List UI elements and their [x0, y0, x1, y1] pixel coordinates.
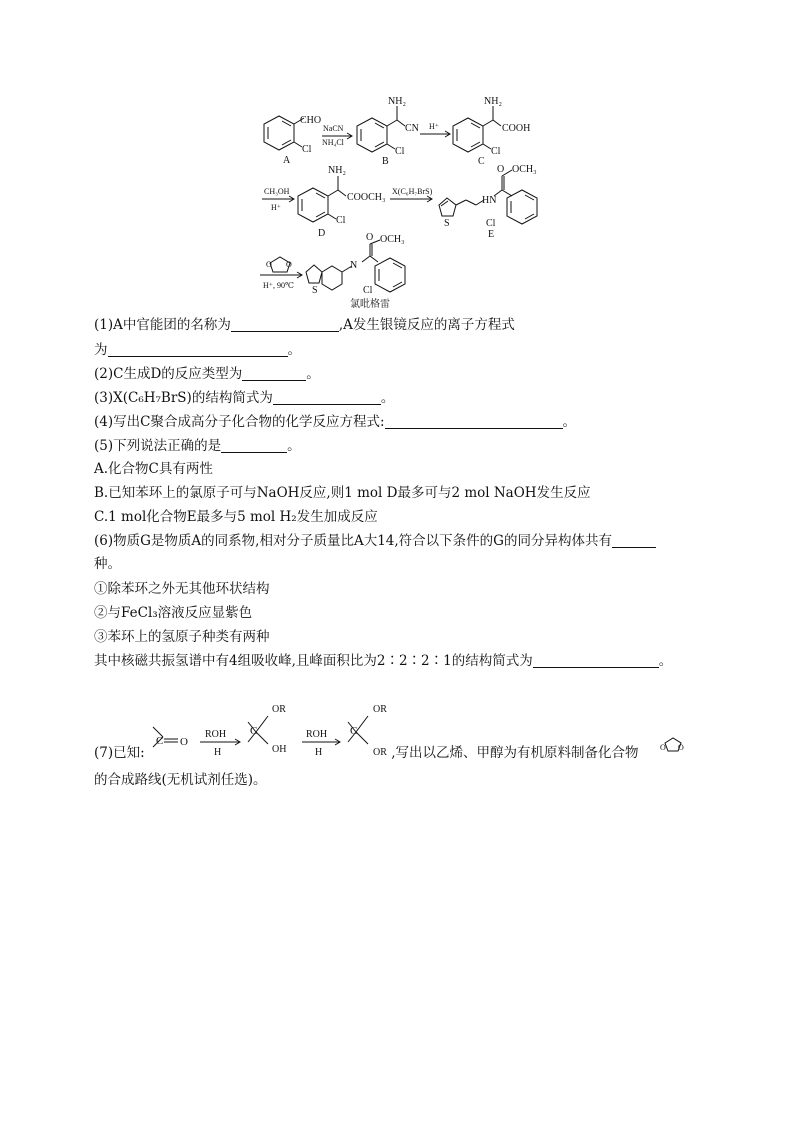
C-label: C [478, 156, 485, 167]
A-cl: Cl [302, 144, 312, 155]
condition-2: ②与FeCl₃溶液反应显紫色 [94, 605, 253, 621]
condition-1: ①除苯环之外无其他环状结构 [94, 581, 270, 597]
A-label: A [283, 155, 291, 166]
q7-h-2: H [315, 747, 323, 758]
reagent-h: H⁺ [429, 122, 439, 131]
q7-h-1: H [214, 747, 222, 758]
C-cooh: COOH [502, 123, 531, 134]
svg-text:O: O [266, 260, 272, 269]
q7-c: C [156, 735, 164, 747]
svg-text:O: O [660, 743, 666, 752]
product-label: 氯吡格雷 [350, 299, 390, 310]
question-3: (3)X(C₆H₇BrS)的结构简式为 。 [94, 390, 395, 406]
question-1: (1)A中官能团的名称为 ,A发生银镜反应的离子方程式 [94, 317, 515, 333]
question-6-nmr: 其中核磁共振氢谱中有4组吸收峰,且峰面积比为2∶2∶2∶1的结构简式为 。 [94, 653, 673, 669]
E-cl: Cl [486, 218, 496, 229]
E-s: S [444, 218, 450, 229]
A-cho: CHO [300, 115, 322, 126]
question-2: (2)C生成D的反应类型为 。 [94, 366, 320, 382]
B-nh2: NH₂ [388, 96, 406, 107]
reagent-ch3oh: CH₃OH [264, 187, 290, 196]
question-5: (5)下列说法正确的是 。 [94, 438, 301, 454]
q7-oh: OH [272, 744, 287, 755]
option-a: A.化合物C具有两性 [94, 461, 213, 477]
C-cl: Cl [491, 146, 501, 157]
svg-text:O: O [286, 260, 292, 269]
question-6: (6)物质G是物质A的同系物,相对分子质量比A大14,符合以下条件的G的同分异构体共有 [94, 532, 714, 550]
D-nh2: NH₂ [328, 165, 346, 176]
B-cn: CN [405, 123, 419, 134]
q7-dioxolane-icon [660, 738, 684, 752]
product-s: S [312, 285, 318, 296]
reagent-x: X(C₆H₇BrS) [392, 187, 433, 196]
q7-or-3: OR [373, 747, 387, 758]
E-label: E [488, 229, 495, 240]
question-6-unit: 种。 [94, 556, 121, 572]
svg-text:O: O [678, 743, 684, 752]
q7-o: O [180, 736, 188, 748]
reagent-h2: H⁺ [271, 203, 281, 212]
q7-c-3: C [350, 725, 358, 737]
q7-or-1: OR [272, 704, 286, 715]
condition-3: ③苯环上的氢原子种类有两种 [94, 629, 270, 645]
svg-text:O: O [366, 232, 374, 243]
q7-or-2: OR [373, 704, 387, 715]
product-n: N [350, 260, 358, 271]
C-nh2: NH₂ [484, 96, 502, 107]
product-cl: Cl [363, 285, 373, 296]
option-b: B.已知苯环上的氯原子可与NaOH反应,则1 mol D最多可与2 mol NaOH发生反应 [94, 485, 591, 501]
D-ester: COOCH₃ [347, 192, 386, 203]
q7-roh-1: ROH [205, 729, 227, 740]
reagent-nh4cl: NH₄Cl [322, 138, 344, 147]
product-och3: OCH₃ [380, 234, 405, 245]
B-cl: Cl [395, 146, 405, 157]
E-hn: HN [482, 195, 497, 206]
question-7: (7)已知: ,写出以乙烯、甲醇为有机原料制备化合物 [94, 745, 639, 761]
E-och3: OCH₃ [512, 164, 537, 175]
q7-c-2: C [250, 725, 258, 737]
question-4: (4)写出C聚合成高分子化合物的化学反应方程式: 。 [94, 414, 576, 430]
question-1-cont: 为 。 [94, 342, 301, 358]
question-7-cont: 的合成路线(无机试剂任选)。 [94, 772, 267, 788]
reagent-h-90c: H⁺, 90℃ [263, 281, 294, 290]
D-label: D [318, 228, 326, 239]
q7-roh-2: ROH [306, 729, 328, 740]
E-o: O [497, 164, 505, 175]
B-label: B [382, 156, 389, 167]
reagent-nacn: NaCN [323, 124, 344, 133]
option-c: C.1 mol化合物E最多与5 mol H₂发生加成反应 [94, 509, 378, 525]
D-cl: Cl [336, 215, 346, 226]
